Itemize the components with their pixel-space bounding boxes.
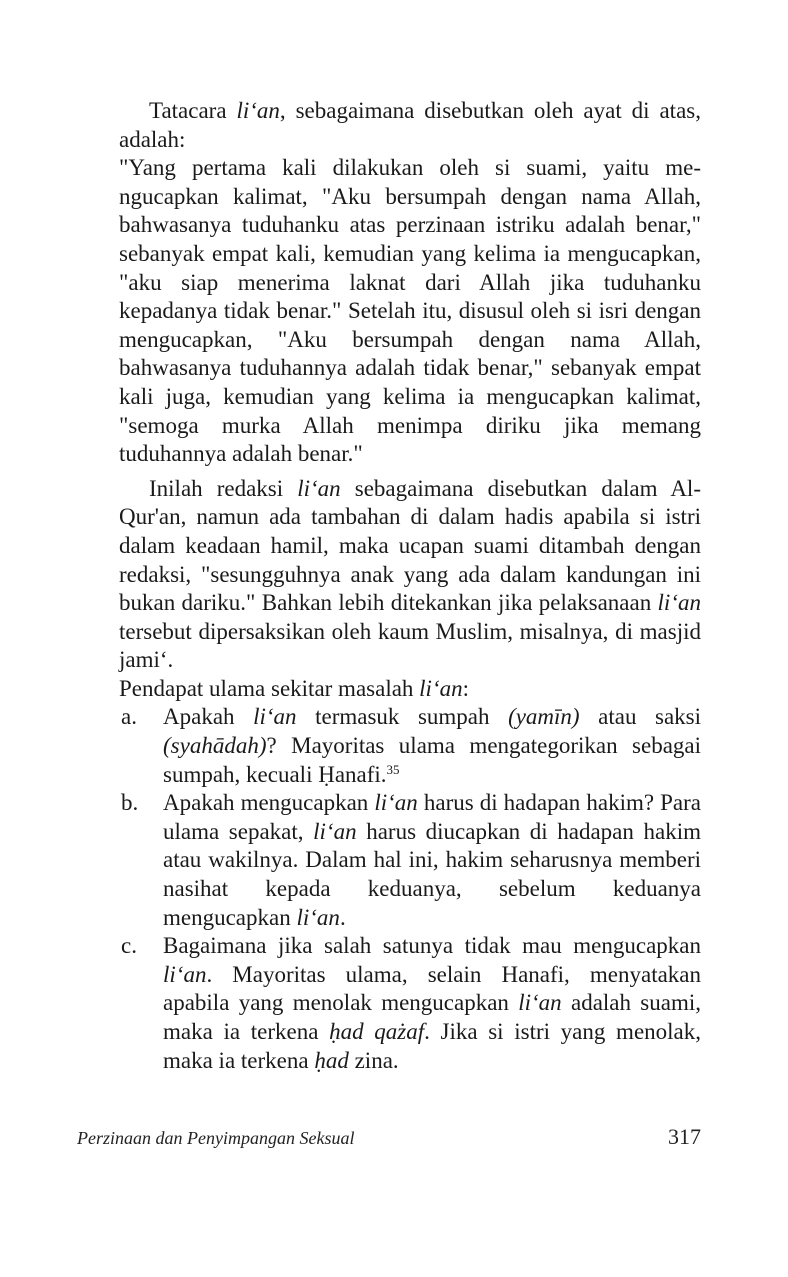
italic-term: li‘an [657,590,701,616]
paragraph-2 [119,475,701,675]
text-run: termasuk sumpah [296,704,509,730]
italic-term: (syahādah) [163,733,267,759]
list-marker: c. [121,933,137,959]
text-run: Pendapat ulama sekitar masalah [119,675,420,701]
text-run: harus di hadapan hakim? Para ulama sepakat, [163,790,701,844]
italic-term: ḥad qażaf [329,1019,425,1044]
text-run: harus diucapkan di hadapan hakim atau wakilnya. Dalam hal ini, hakim seharusnya memberi nasihat kepada keduanya, sebelum keduanya mengucapkan [163,818,701,930]
text-run: . [339,904,346,930]
italic-term: li‘an [253,704,297,730]
text-run: Bagaimana jika salah satunya tidak mau mengucapkan [163,933,701,959]
list-marker: b. [121,790,139,816]
italic-term: li‘an [374,790,418,816]
text-run: ? Mayoritas ulama mengategorikan sebagai sumpah, kecuali Ḥanafi. [163,733,701,787]
text-run: Apakah [163,704,254,730]
paragraph-1 [119,97,701,154]
text-run: sebagaimana disebutkan dalam Al-Qur'an, namun ada tambahan di dalam hadis apabila si istri dalam keadaan hamil, maka ucapan suami ditambah dengan redaksi, "sesungguhnya anak yang ada dalam kandungan ini bukan dariku." Bahkan lebih ditekankan jika pelaksanaan [119,475,701,616]
text-run: Inilah redaksi [149,475,298,501]
text-run: atau saksi [579,704,702,730]
text-run: . Jika si istri yang menolak, maka ia terkena [163,1019,701,1073]
italic-term: li‘an [419,675,463,701]
body-text [119,97,701,1075]
italic-term: li‘an [236,98,280,123]
list-item-c [119,932,701,1075]
list-item-b [119,789,701,932]
opinion-list [119,703,701,1075]
text-run: zina. [348,1047,399,1073]
page-footer [77,1124,701,1154]
italic-term: li‘an [163,961,207,987]
italic-term: ḥad [314,1047,349,1073]
italic-term: li‘an [313,818,357,844]
text-run: tersebut dipersaksikan oleh kaum Muslim, misalnya, di masjid jami‘. [119,618,701,673]
text-run: : [462,675,470,701]
list-item-a [119,703,701,789]
list-marker: a. [121,704,137,730]
footnote-ref: 35 [386,761,400,777]
italic-term: li‘an [518,990,562,1016]
running-title: Perzinaan dan Penyimpangan Seksual [77,1128,355,1148]
text-run: . Mayoritas ulama, selain Hanafi, menyatakan apabila yang menolak mengucapkan [163,961,701,1016]
italic-term: (yamīn) [508,704,580,730]
italic-term: li‘an [297,475,341,501]
page-number: 317 [668,1124,701,1149]
text-run: Apakah mengucapkan [163,790,375,816]
text-run: adalah suami, maka ia terkena [163,990,701,1044]
italic-term: li‘an [296,904,340,930]
list-intro [119,675,701,704]
text-run: Tatacara [149,98,237,123]
text-run: , sebagaimana disebutkan oleh ayat di atas, adalah: [119,98,701,152]
quote-paragraph: "Yang pertama kali dilakukan oleh si suami, yaitu mengucapkan kalimat, "Aku bersumpah dengan nama Allah, bahwasanya tuduhanku atas perzinaan istriku adalah benar," sebanyak empat kali, kemudian yang kelima ia mengucapkan, "aku siap menerima laknat dari Allah jika tuduhanku kepadanya tidak benar." Setelah itu, disusul oleh si isri dengan mengucapkan, "Aku bersumpah dengan nama Allah, bahwasanya tuduhannya adalah tidak benar," sebanyak empat kali juga, kemudian yang kelima ia mengucapkan kalimat, "semoga murka Allah menimpa diriku jika memang tuduhannya adalah benar." [119,155,701,467]
